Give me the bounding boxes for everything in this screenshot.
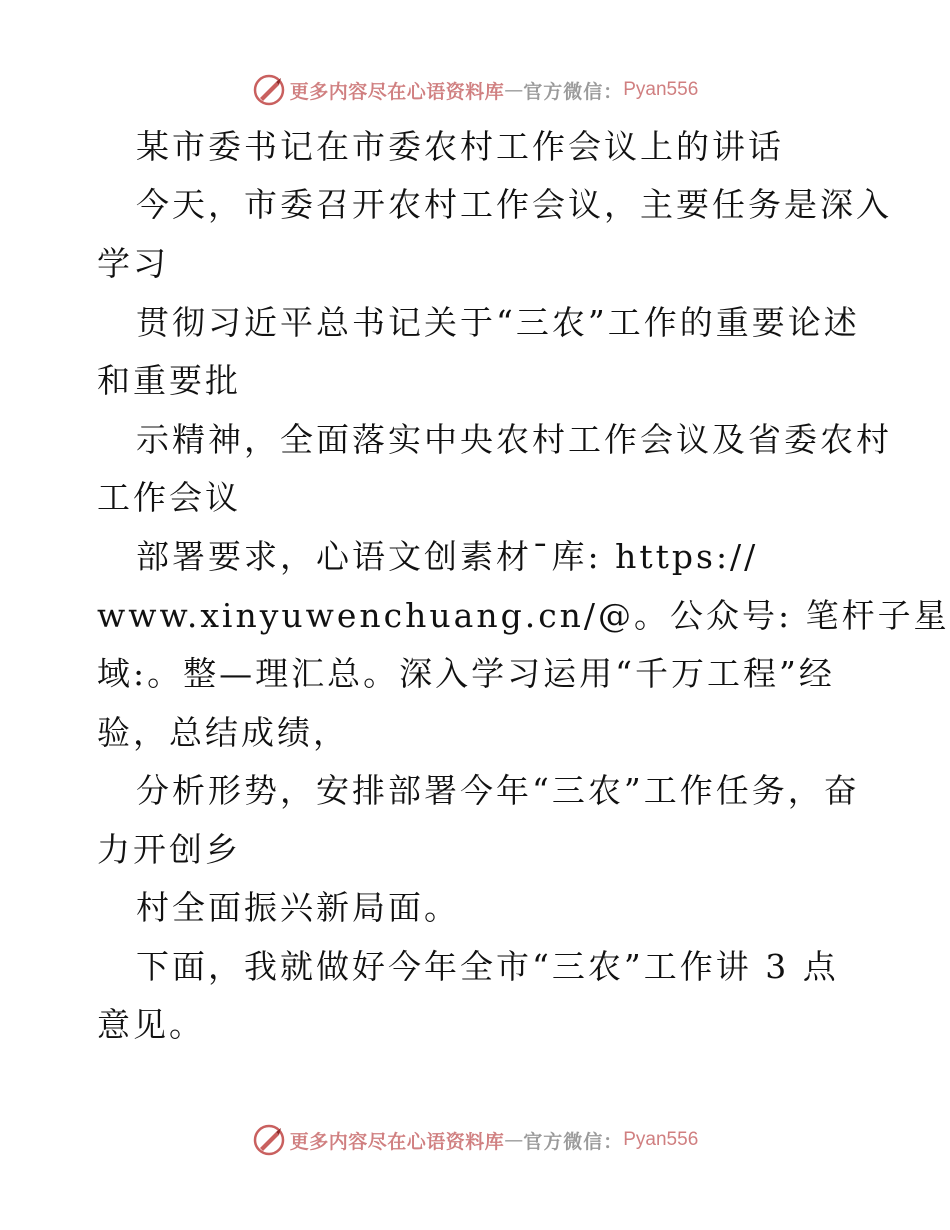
paragraph-line: 贯彻习近平总书记关于“三农”工作的重要论述 [136,303,860,342]
paragraph-line: 域:。整—理汇总。深入学习运用“千万工程”经 [97,654,835,693]
paragraph-line: 意见。 [97,1005,205,1044]
watermark-brand-text: 更多内容尽在心语资料库 [289,80,505,103]
paragraph-line: 村全面振兴新局面。 [136,888,460,927]
watermark-separator: — [504,1129,524,1151]
paragraph-line: 示精神，全面落实中央农村工作会议及省委农村 [136,420,892,459]
document-title: 某市委书记在市委农村工作会议上的讲话 [136,127,784,166]
paragraph-line: 今天，市委召开农村工作会议，主要任务是深入 [136,185,892,224]
watermark-wechat-label: 官方微信： [523,80,624,103]
watermark-wechat-id: Pyan556 [623,1129,699,1150]
watermark-separator: — [504,79,524,101]
paragraph-line: 工作会议 [97,478,241,517]
feather-pen-logo-icon [252,1123,286,1157]
watermark-brand-text: 更多内容尽在心语资料库 [289,1130,505,1153]
paragraph-line: 力开创乡 [97,830,241,869]
watermark-wechat-label: 官方微信： [523,1130,624,1153]
paragraph-line: www.xinyuwenchuang.cn/@。公众号: 笔杆子星 [97,596,950,635]
paragraph-line: 验，总结成绩， [97,713,349,752]
paragraph-line: 学习 [97,244,169,283]
paragraph-line: 下面，我就做好今年全市“三农”工作讲 3 点 [136,947,839,986]
feather-pen-logo-icon [252,73,286,107]
paragraph-line: 和重要批 [97,361,241,400]
paragraph-line: 部署要求，心语文创素材¯库: https:// [136,537,759,576]
footer-watermark [0,1120,950,1160]
watermark-wechat-id: Pyan556 [623,79,699,100]
header-watermark [0,70,950,110]
paragraph-line: 分析形势，安排部署今年“三农”工作任务，奋 [136,771,860,810]
